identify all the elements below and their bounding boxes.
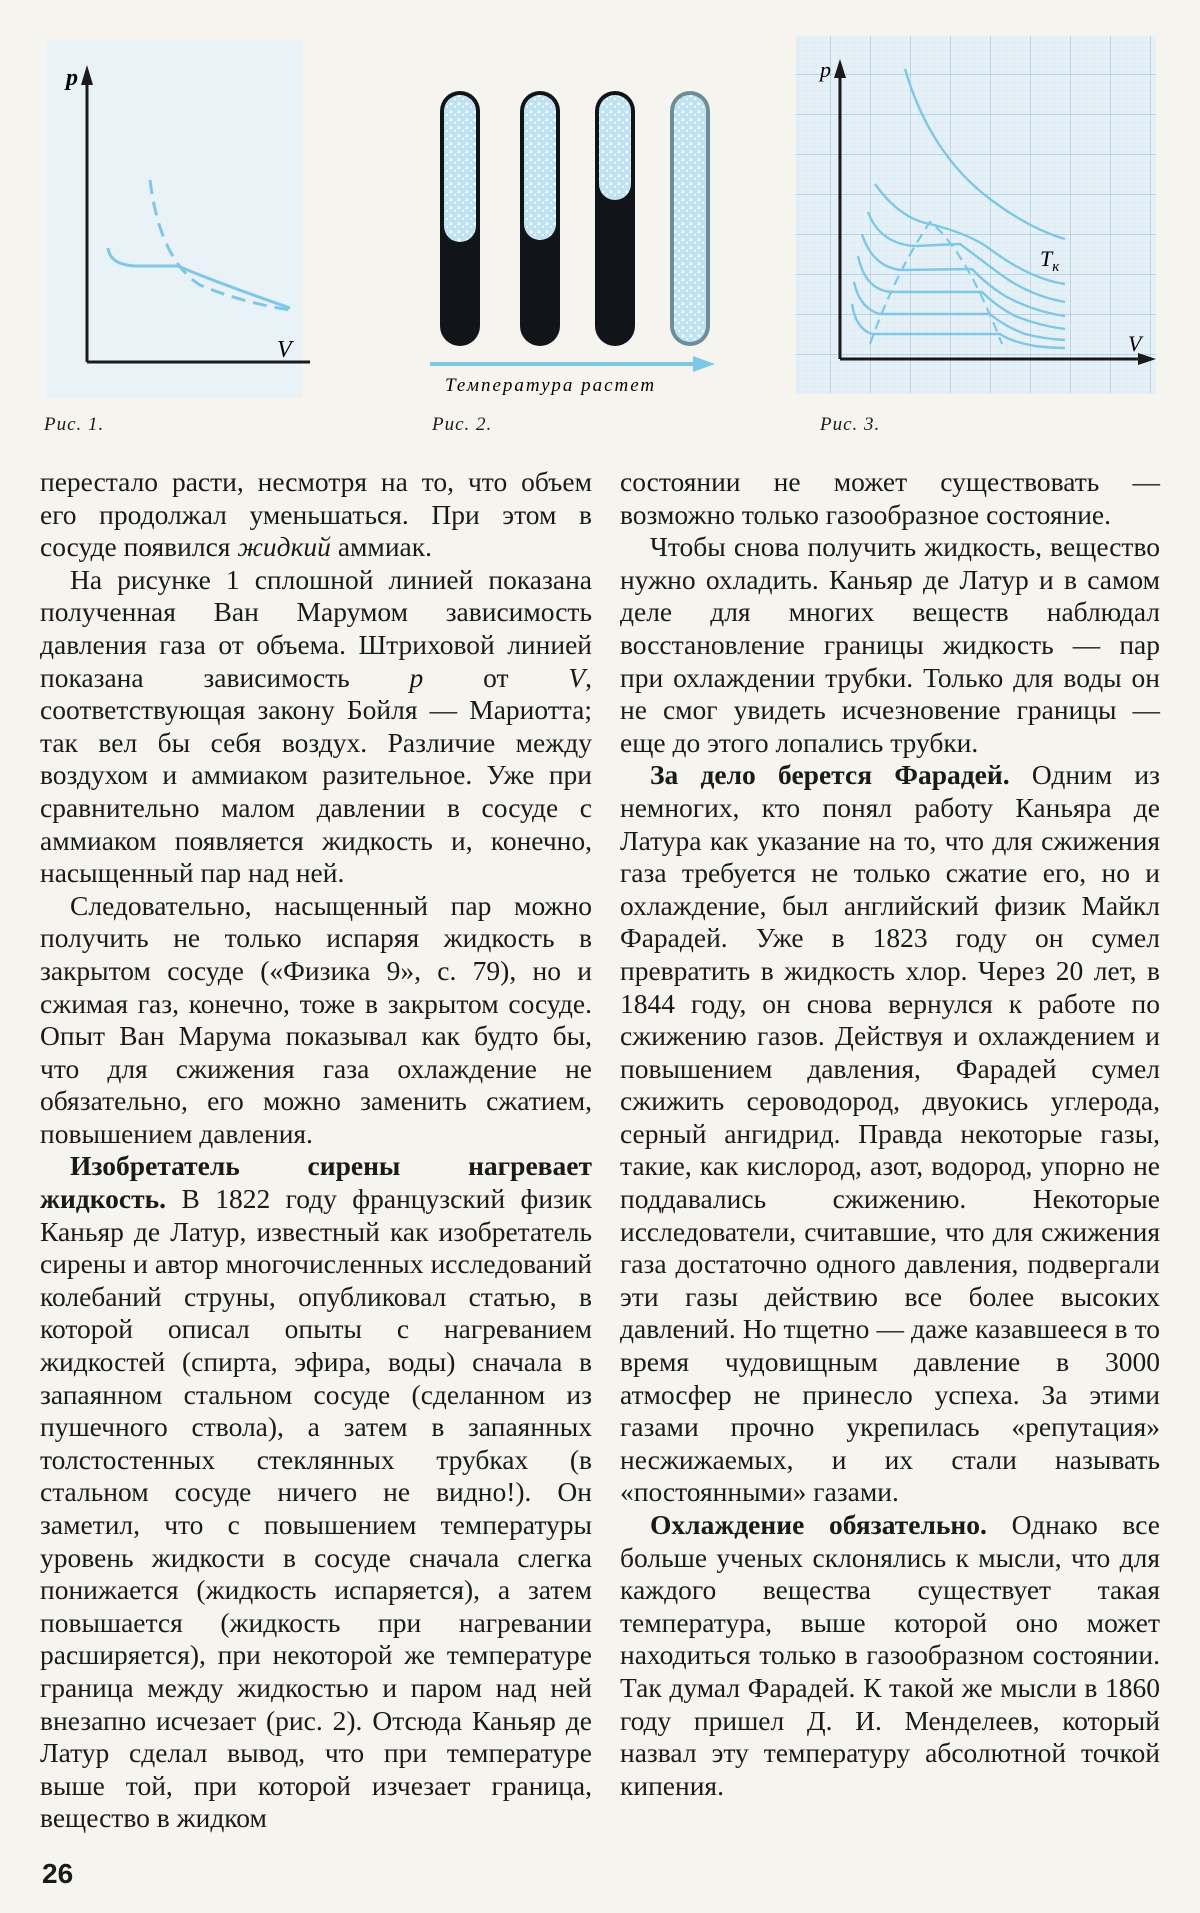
paragraph-text: , соответствующая закону Бойля — Мариотта; так вел бы себя воздух. Различие между воздухом и аммиаком разительное. Уже при сравнительно малом давлении в сосуде с аммиаком появляется жидкость и, конечно, насыщенный пар над ней. — [40, 661, 592, 889]
paragraph-text: Чтобы снова получить жидкость, вещество нужно охладить. Каньяр де Латур и в самом деле для многих веществ наблюдал восстановление границы жидкость — пар при охлаждении трубки. Только для воды он не смог увидеть исчезновение границы — еще до этого лопались трубки. — [620, 531, 1160, 758]
paragraph-text: Однако все больше ученых склонялись к мысли, что для каждого вещества существует такая температура, выше которой оно может находиться только в газообразном состоянии. Так думал Фарадей. К такой же мысли в 1860 году пришел Д. И. Менделеев, который назвал эту температуру абсолютной точкой кипения. — [620, 1509, 1160, 1801]
critical-temperature-subscript: к — [1052, 259, 1060, 275]
emphasis: V — [568, 661, 586, 693]
paragraph-text: На рисунке 1 сплошной линией показана полученная Ван Марумом зависимость давления газа от объема. Штриховой линией показана зависимость — [40, 563, 592, 693]
y-axis-label: p — [820, 57, 831, 82]
figure-1-caption: Рис. 1. — [44, 414, 105, 435]
emphasis: жидкий — [237, 531, 331, 563]
paragraph-text: аммиак. — [330, 531, 432, 563]
paragraph-text: Одним из немногих, кто понял работу Каньяра де Латура как указание на то, что для сжижения газа требуется не только сжатие его, но и охлаждение, был английский физик Майкл Фарадей. Уже в 1823 году он сумел превратить в жидкость хлор. Через 20 лет, в 1844 году, он снова вернулся к работе по сжижению газов. Действуя и охлаждением и повышением давления, Фарадей сумел сжижить сероводород, двуокись углерода, серный ангидрид. Правда некоторые газы, такие, как кислород, азот, водород, упорно не поддавались сжижению. Некоторые исследователи, считавшие, что для сжижения газа достаточно одного давления, подвергали эти газы действию все более высоких давлений. Но тщетно — даже казавшееся в то время чудовищным давление в 3000 атмосфер не принесло успеха. За этими газами прочно укрепилась «репутация» несжижаемых, и их стали называть «постоянными» газами. — [620, 759, 1160, 1508]
figure-2 — [425, 86, 725, 396]
section-heading: За дело берется Фарадей. — [650, 759, 1010, 791]
paragraph — [40, 890, 592, 1151]
paragraph — [620, 531, 1160, 759]
temperature-arrow-label: Температура растет — [445, 375, 657, 396]
grid — [796, 36, 1156, 394]
tube-4 — [670, 91, 710, 346]
paragraph — [620, 1509, 1160, 1802]
paragraph-text: состоянии не может существовать — возможно только газообразное состояние. — [620, 466, 1160, 530]
section-heading: Охлаждение обязательно. — [650, 1509, 987, 1540]
figure-1 — [40, 40, 310, 410]
left-column — [40, 466, 592, 1835]
x-axis-label: V — [277, 337, 292, 363]
paragraph — [40, 564, 592, 890]
figure-3 — [790, 34, 1158, 404]
critical-temperature-symbol: T — [1040, 246, 1053, 271]
tube-1 — [440, 91, 480, 346]
paragraph-text: от — [423, 661, 569, 693]
x-axis-label: V — [1128, 331, 1142, 356]
paragraph-text: Следовательно, насыщенный пар можно получить не только испаряя жидкость в закрытом сосуде («Физика 9», с. 79), но и сжимая газ, конечно, тоже в закрытом сосуде. Опыт Ван Марума показывал как будто бы, что для сжижения газа охлаждение не обязательно, его можно заменить сжатием, повышением давления. — [40, 889, 592, 1149]
figure-2-caption: Рис. 2. — [432, 414, 493, 435]
y-axis-label: p — [66, 65, 78, 91]
tube-2 — [520, 91, 560, 346]
right-column — [620, 466, 1160, 1802]
section-heading: Изобретатель сирены нагревает жидкость. — [40, 1150, 592, 1215]
paragraph — [40, 1150, 592, 1834]
paragraph — [620, 759, 1160, 1509]
paragraph — [40, 466, 592, 564]
temperature-arrow-head — [693, 356, 715, 372]
emphasis: p — [409, 661, 424, 693]
paragraph-text: В 1822 году французский физик Каньяр де Латур, известный как изобретатель сирены и автор многочисленных исследований колебаний струны, опубликовал статью, в которой описал опыты с нагреванием жидкостей (спирта, эфира, воды) сначала в запаянном стальном сосуде (сделанном из пушечного ствола), а затем в запаянных толстостенных стеклянных трубках (в стальном сосуде ничего не видно!). Он заметил, что с повышением температуры уровень жидкости в сосуде сначала слегка понижается (жидкость испаряется), а затем повышается (жидкость при нагревании расширяется), при некоторой же температуре граница между жидкостью и паром над ней внезапно исчезает (рис. 2). Отсюда Каньяр де Латур сделал вывод, что при температуре выше той, при которой изчезает граница, вещество в жидком — [40, 1183, 592, 1834]
figure-1-background — [46, 40, 302, 398]
figure-3-caption: Рис. 3. — [820, 414, 881, 435]
paragraph-text: перестало расти, несмотря на то, что объем его продолжал уменьшаться. При этом в сосуде появился — [40, 466, 592, 563]
tube-3 — [595, 91, 635, 346]
page-number: 26 — [42, 1858, 74, 1889]
paragraph — [620, 466, 1160, 531]
